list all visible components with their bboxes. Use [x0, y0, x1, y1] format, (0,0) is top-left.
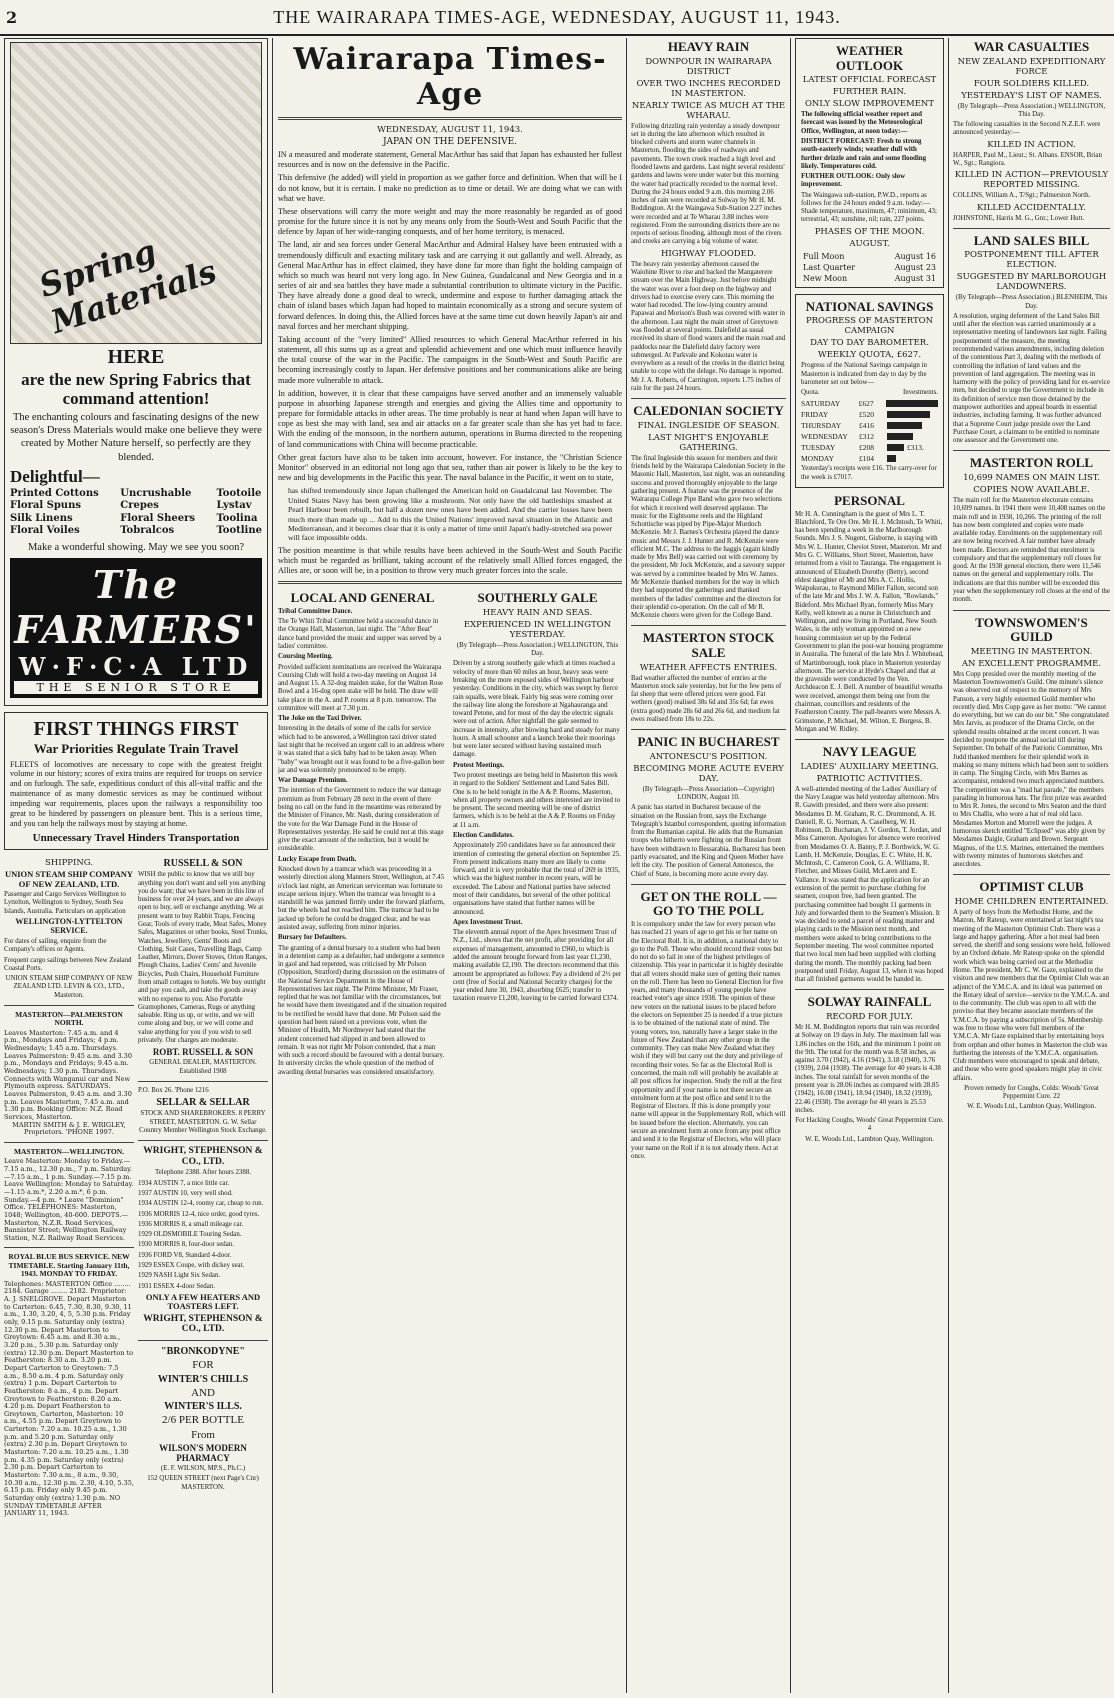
land-sales-sub: SUGGESTED BY MARLBOROUGH LANDOWNERS. [956, 272, 1107, 293]
panic-sub: ANTONESCU'S POSITION. [649, 751, 768, 762]
car-item: 1936 FORD V8, Standard 4-door. [138, 1251, 232, 1259]
heavy-rain-body: The heavy rain yesterday afternoon caused the Waiohine River to rise and backed the Mangaterere stream over the Main Highway. Just before midnight the water was over a foot deep on the highway and drivers had to exercise every care. This morning the water had receded. The low-lying country around Papawai and Morison's Bush was covered with water in the afternoon. Last night the main street of Greytown was flooded at several points. Dalefield as usual received its share of flood waters and the main road and paddocks near the Dalefield dairy factory were submerged. At Parkvale and Kokotau water is everywhere as a result of the creeks in the district being unable to cope with the deluge. No damage is reported. Mr J. A. Roberts, of Carrington, reports 1.75 inches of rain for the past 24 hours. [631, 260, 786, 392]
barometer-day-label: TUESDAY [801, 443, 836, 453]
car-item: 1929 ESSEX Coupe, with dickey seat. [138, 1261, 245, 1269]
weather-sub: FURTHER RAIN. [832, 87, 907, 98]
barometer-row [801, 454, 938, 463]
spring-materials-illustration [10, 42, 262, 344]
land-sales-body: A resolution, urging deferment of the Land Sales Bill until after the election was carried unanimously at a representative meeting of landowners last night. Failing postponement of the measure, the meeting recommended various amendments, including deletion of the contentious Part 3, dealing with the methods of controlling the inflation of land values and the prevention of land aggregation. The meeting was in harmony with the policy of providing land for ex-service men, but decided to urge the Government to include in its definition of service men those detained by the manpower authorities and appeal boards in essential industries, including farming. It was further advanced that a Supreme Court judge preside over the Land Purchase Court, a claimant to be entitled to nominate one assessor and the Government one. [953, 312, 1110, 445]
shipping-label: SHIPPING. [44, 858, 94, 869]
caledonian-heading: CALEDONIAN SOCIETY [633, 403, 784, 419]
column-rule [790, 38, 791, 1693]
stock-sale-sub: WEATHER AFFECTS ENTRIES. [639, 662, 778, 673]
barometer-row [801, 399, 938, 408]
stock-sale-heading: MASTERTON STOCK SALE [642, 630, 775, 660]
savings-heading: NATIONAL SAVINGS [805, 298, 934, 314]
townswomen-sub: MEETING IN MASTERTON. [970, 646, 1093, 657]
casualties-sub: FOUR SOLDIERS KILLED. [973, 78, 1090, 89]
navy-sub: PATRIOTIC ACTIVITIES. [816, 773, 923, 784]
news-column-3 [631, 38, 786, 1693]
savings-sub: WEEKLY QUOTA, £627. [817, 350, 922, 361]
russell-body: WISH the public to know that we still buy anything you don't want and sell you anything you do want; that we have been in this line of business for over 24 years, and we are always open to buy, sell or exchange anything. We at present want to buy Rabbit Traps, Fencing Gear, Tools of every trade, Meat Safes, Money Safes, Magazines or other books, Steel Trunks, Watches, Jewellery, Gents' Boots and Clothing, Suit Cases, Travelling Bags, Camp Leather, Mirrors, Dover Stoves, Orion Ranges, Plough Chains, Ladies' Cents' and Juvenile Bicycles, Push Chairs, Household Furniture from small cottages to hotels. We buy outright and pay you cash, and take the goods away with no expense to you. Also Portable Gramophones, Cameras, Rugs or anything saleable. Ring us up, or write, and we will come along and buy, or we will come and value anything for you if you wish to sell privately. Our charges are moderate. [138, 871, 268, 1044]
editorial-paragraph: These observations will carry the more weight and may the more reasonably be regarded as of good promise for the future since it is not by any means only from the South-West and South Pacific that the defence by Japan of her wide-ranging conquests, and of her home territory, is menaced. [278, 206, 622, 237]
barometer-value-label: £416 [859, 421, 874, 431]
wright-heading: WRIGHT, STEPHENSON & CO., LTD. [143, 1146, 263, 1167]
left-ad-column [4, 38, 268, 1693]
page-number: 2 [6, 8, 18, 27]
editorial-quote: has shifted tremendously since Japan challenged the American hold on Guadalcanal last November. The United States Navy has been growing like a mushroom. Not only have the old battleships smashed at Pearl Harbour been rebuilt, but half a dozen new ones have been added. And the carrier losses have been much more than made up ... Add to this the United Nations' improved naval situation in the Atlantic and Mediterranean, and it becomes clear that it is only a matter of time until Japan's badly-stretched sea power will face impossible odds. [288, 486, 612, 543]
coughs-ad-maker: W. E. Woods Ltd., Lambton Quay, Wellington. [805, 1135, 934, 1143]
masterton-roll-heading: MASTERTON ROLL [969, 455, 1094, 471]
barometer-row [801, 421, 938, 430]
wilson-address: 152 QUEEN STREET (next Page's Cnr) MASTERTON. [147, 1475, 259, 1491]
roll-heading: GET ON THE ROLL —GO TO THE POLL [640, 888, 777, 919]
farmers-tagline: THE SENIOR STORE [14, 681, 258, 694]
casualty-category: KILLED IN ACTION—PREVIOUSLY REPORTED MISSING. [954, 170, 1109, 191]
car-item: 1931 ESSEX 4-door Sedan. [138, 1282, 215, 1290]
fabric-item: Uncrushable [120, 487, 192, 499]
caledonian-sub: LAST NIGHT'S ENJOYABLE GATHERING. [648, 432, 769, 453]
fabric-item: Toolina [216, 512, 258, 524]
fabric-list [10, 488, 262, 538]
shipping-service: WELLINGTON-LYTTELTON SERVICE. [15, 917, 123, 935]
casualties-byline: (By Telegraph—Press Association.) WELLINGTON, This Day. [957, 102, 1106, 118]
panic-byline: (By Telegraph—Press Association—Copyright) LONDON, August 10. [642, 785, 775, 802]
fabric-item: Lystav [216, 500, 252, 512]
roll-body: It is compulsory under the law for every person who has reached 21 years of age to get his or her name on the Electoral Roll. It is, in addition, a national duty to go to the Poll. Those who should record their votes but do not do so fail in one of the highest privileges of citizenship. This year in particular it is highly desirable that all voters should make sure of getting their names on the roll. There has been no General Election for five years, and many thousands of young people have reached voter's age since 1938. The opinion of these new voters on the national issues to be placed before the electors on September 25 is needed if a true picture is to be obtained of the national state of mind. The young voters, too, naturally have a larger stake in the future of New Zealand than any other group in the community. They can make New Zealand what they wish if they will but carry out the duty and privilege of recording their votes. So far as the Electoral Roll is concerned, the main roll will probably be available at all post offices for inspection. Study the roll at the first opportunity and if your name is not there secure an enrolment form at the post office and send it to the Registrar of Electors. If this is done promptly your name will appear in the Supplementary Roll, which will be issued before the election. Alternately, you can secure an enrolment form at once from any post office and send it to the Registrar of Electors, who will place your name on the Roll if it is not already there. Act at once. [631, 920, 786, 1160]
bronkodyne-price: 2/6 PER BOTTLE [162, 1414, 244, 1427]
bronkodyne-for: FOR [192, 1359, 214, 1372]
panic-heading: PANIC IN BUCHAREST [637, 734, 780, 750]
car-item: 1937 AUSTIN 10, very well shod. [138, 1190, 233, 1198]
southerly-heading: SOUTHERLY GALE [477, 590, 598, 606]
heavy-rain-heading: HEAVY RAIN [667, 39, 750, 54]
stock-sale-body: Bad weather affected the number of entries at the Masterton stock sale yesterday, but for the few pens of fat sheep that were offered prices were good. Fat wethers (good) realised 38s 6d and 35s 6d; fat ewes (extra good) made 28s 6d and 26s 6d, and medium fat ewes realised from 18s to 22s. [631, 674, 782, 723]
moon-row: New Moon August 31 [803, 273, 936, 283]
farmers-logo [10, 558, 262, 698]
casualties-heading: WAR CASUALTIES [973, 39, 1090, 54]
fabric-item: Floral Sheers [120, 512, 195, 524]
page-header [0, 0, 1114, 36]
bronkodyne-and: AND [191, 1386, 215, 1399]
news-item-title: Election Candidates. [453, 832, 514, 840]
bronkodyne-from: From [191, 1428, 215, 1441]
sellar-heading: SELLAR & SELLAR [156, 1097, 250, 1109]
car-item: 1936 MORRIS 8, a small mileage car. [138, 1220, 244, 1228]
car-item: 1929 OLDSMOBILE Touring Sedan. [138, 1231, 242, 1239]
townswomen-body: Mrs Copp presided over the monthly meeting of the Masterton Townswomen's Guild. One minute's silence was observed out of respect to the memory of Mrs Panson, a very highly esteemed Guild member who recently died. Mrs Copp gave as her motto: "We cannot do everything, but we can do our bit." She congratulated Mrs Jarvis, as producer of the Drama Circle, on the splendid results obtained at the recent concert. It was decided to postpone the annual social till during September. On behalf of the Patriotic Committee, Mrs Judd thanked members for their splendid work in making so many mittens which had been sent to soldiers in camp. The Singing Circle, with Mrs Barnes as accompanist, rendered two much appreciated numbers. The competition was a "mad hat parade," the members parading in humorous hats. The first prize was awarded to Mrs R. Jones, the second to Mrs Seaton and the third to Mrs Challis, who wore a hat of real old lace. Mesdames Morton and Morrell were the judges. A humorous sketch entitled "Eclipsed" was ably given by Mesdames Daigle, Graham and Brown. Sergeant Magnus, of the U.S. Marines, entertained the members with twenty minutes of humorous sketches and anecdotes. [953, 670, 1109, 869]
panic-sub: BECOMING MORE ACUTE EVERY DAY. [633, 763, 784, 784]
editorial-date: WEDNESDAY, AUGUST 11, 1943. [377, 125, 523, 135]
shipping-text: Passenger and Cargo Services Wellington to Lyttelton, Wellington to Sydney, South Sea Islands, Australia. Particulars on application [4, 891, 126, 915]
savings-sub: DAY TO DAY BAROMETER. [810, 338, 929, 349]
fabric-item: Tobralcos [120, 525, 175, 537]
barometer-day-label: FRIDAY [801, 410, 829, 420]
ad-body: The enchanting colours and fascinating designs of the new season's Dress Materials would make one believe they were created by Mother Nature herself, so perfectly are they blended. [10, 412, 262, 463]
solway-sub: RECORD FOR JULY. [826, 1011, 913, 1022]
personal-body: Mr H. A. Cunningham is the guest of Mrs L. T. Blatchford, Te Ore Ore. Mr H. J. McIntosh, Te Whiti, has been spending a week in the Marlborough Sounds. Mrs J. S. Nugent, Gisborne, is staying with Mrs W. L. Hunter, Cheviot Street, Masterton. Mr and Mrs G. C. Williams, Short Street, Masterton, have returned from a visit to Tauranga. The engagement is announced of Elizabeth Dorothy (Betty), second eldest daughter of Mr and Mrs A. C. Hollis, Waipukurau, to Raymond Miller Fallon, second son of the late Mr and Mrs J. W. A. Fallon, "Rowlands," Bideford. Mrs Michael Ryan, formerly Miss Mary Kelly, well known as a nurse in Christchurch and Wellington, and now living in Portland, New South Wales, is the only woman appointed on a new housing commission set up by the Federal Government to plan the post-war housing programme in Australia. The funeral of the late Mrs J. Whitehead, of Martinborough, took place in Masterton yesterday afternoon. The service at Hyde's Chapel and that at the graveside were conducted by the Ven. Archdeacon E. J. Bell. A number of beautiful wreaths were received, amongst them being one from the chairman, councillors and residents of the Featherston County. The pall-bearers were Messrs A. Grimstone, P. Michael, M. Wilton, E. Burgess, B. Morgan and W. Ridley. [795, 510, 944, 733]
barometer-bar [887, 455, 896, 462]
barometer-day-label: MONDAY [801, 454, 835, 464]
barometer-value-label: £104 [859, 454, 874, 464]
spring-materials-art-text: Spring Materials [34, 231, 221, 342]
fabric-item: Floral Spuns [10, 500, 81, 512]
barometer-bar [887, 444, 904, 451]
news-columns [278, 589, 622, 1079]
barometer-value-label: £312 [859, 432, 874, 442]
land-sales-byline: (By Telegraph—Press Association.) BLENHEIM, This Day. [955, 294, 1108, 310]
fabric-item: Floral Voiles [10, 525, 80, 537]
news-column-5 [953, 38, 1110, 1693]
masterton-roll-body: The main roll for the Masterton electorate contains 10,699 names. In 1941 there were 10,408 names on the main roll and in 1938, 10,266. The printing of the roll has now been completed and copies were made available today. Enrolments on the supplementary roll are now being received. A fair number have already been made. Electors are reminded that enrolment is compulsory and that the supplementary roll closes for good. At the 1938 general election, there were 11,546 names on the general and supplementary rolls. The indications are that this number will be exceeded this year when the supplementary roll closes at the end of the month. [953, 496, 1110, 604]
weather-district: DISTRICT FORECAST: Fresh to strong south-easterly winds; weather dull with further drizzle and rain and some flooding likely. Temperatures cold. [801, 137, 927, 170]
railway-advertisement [4, 712, 268, 851]
sellar-body: STOCK AND SHAREBROKERS. 8 PERRY STREET, MASTERTON. G. W. Sellar Country Member Wellington Stock Exchange. [139, 1110, 267, 1134]
barometer-day-label: THURSDAY [801, 421, 842, 431]
local-item-body: Provided sufficient nominations are received the Wairarapa Coursing Club will hold a two-day meeting on August 14 and August 15. A 32-dog maiden stake, for the Walton Rose Bowl and a 16-dog open stake will be held. The draw will take place in the A. and P. rooms at 8 p.m. tomorrow. The committee will meet at 7.30 p.m. [278, 663, 444, 712]
southerly-sub: HEAVY RAIN AND SEAS. [482, 607, 593, 618]
car-item: 1929 NASH Light Six Sedan. [138, 1272, 221, 1280]
robt-russell-sub: GENERAL DEALER, MASTERTON. Established 1908 [149, 1059, 257, 1075]
panic-body: A panic has started in Bucharest because of the situation on the Russian front, says the Exchange Telegraph's Istanbul correspondent, quoting information from the Rumanian capital. He adds that the Rumanian troops who hitherto were fighting on the Russian front have been withdrawn to Bessarabia. Bucharest has been partly evacuated, and the King and Queen Mother have left the city. The position of General Antonescu, the Chief of State, is becoming more acute every day. [631, 804, 786, 878]
car-item: 1936 MORRIS 12-4, nice order, good tyres. [138, 1210, 260, 1218]
fabric-item: Crepes [120, 500, 159, 512]
barometer-row [801, 410, 938, 419]
casualties-sub: NEW ZEALAND EXPEDITIONARY FORCE [957, 56, 1106, 77]
savings-barometer [801, 399, 938, 463]
savings-footer: Yesterday's receipts were £16. The carry-over for the week is £7017. [801, 465, 937, 481]
news-column-4 [795, 38, 944, 1693]
coughs-ad: For Hacking Coughs, Woods' Great Peppermint Cure. 4 [795, 1117, 944, 1133]
masterton-roll-sub: 10,699 NAMES ON MAIN LIST. [963, 472, 1100, 483]
editorial-paragraph: Other great factors have also to be taken into account, however. For instance, the "Christian Science Monitor" observed in an editorial not long ago that sea, rather than air power is likely to be the key to new and big developments in the Pacific this year. The naval balance in the Pacific, it went on to state, [278, 452, 622, 483]
shipping-text: For dates of sailing, enquire from the Company's offices or Agents. [4, 937, 107, 954]
weather-outlook: FURTHER OUTLOOK: Only slow improvement. [801, 173, 906, 189]
paper-masthead: Wairarapa Times-Age [293, 42, 607, 112]
moon-row: Full Moon August 16 [803, 251, 936, 261]
barometer-bar [887, 422, 922, 429]
moon-month: AUGUST. [849, 238, 890, 249]
wright-heading: WRIGHT, STEPHENSON & CO., LTD. [143, 1313, 263, 1335]
local-item-body: Knocked down by a tramcar which was proceeding in a westerly direction along Manners Street, Wellington, at 7.45 o'clock last night, an American serviceman was fortunate to escape serious injury. When the tramcar was brought to a standstill he was jammed firmly under the forward platform, but the wheels had not reached him. The tramcar had to be jacked up before he could be dragged clear, and he was assisted away, suffering from minor injuries. [278, 865, 445, 931]
quota-label: Quota. [801, 389, 820, 397]
timetable-heading: MASTERTON—PALMERSTON NORTH. [15, 1009, 123, 1028]
barometer-total: £313. [907, 443, 924, 453]
fabric-item: Tootoile [216, 487, 262, 499]
heavy-rain-body: Following drizzling rain yesterday a steady downpour set in during the late afternoon which resulted in blocked culverts and storm water channels in Masterton, flooding the sides of roadways and pavements. The town creek reached a high level and flooded lawns and gardens. Last night several residents' gardens and lawns were under water but this morning the water had practically receded to the normal level. During the 24 hours ended 9 a.m. this morning 2.06 inches of rain were recorded at Solway by Mr H. M. Boddington. At the Waingawa Sub-Station 2.27 inches were recorded and at Te Wharau 3.88 inches were registered. From the surrounding districts there are no reports of serious flooding, although most of the rivers and creeks are carrying a big volume of water. [631, 122, 785, 246]
land-sales-heading: LAND SALES BILL [973, 232, 1090, 248]
fabric-item: Tootline [216, 525, 262, 537]
column-rule [272, 38, 273, 1693]
barometer-value-label: £627 [858, 399, 874, 409]
timetable-heading: ROYAL BLUE BUS SERVICE. NEW TIMETABLE. Starting January 11th, 1943. MONDAY TO FRIDAY. [8, 1252, 130, 1279]
local-item-title: The Joke on the Taxi Driver. [278, 715, 362, 723]
local-item-body: Interesting in the details of some of the calls for service which had to be answered, a Wellington taxi driver stated last night that he received an urgent call to an address where it was stated that a sick baby had to be taken away. When "baby" was brought out it was found to be a five-gallon beer jar and was solemnly pronounced to be empty. [278, 725, 445, 774]
bronkodyne-ills: WINTER'S ILLS. [164, 1401, 242, 1413]
heavy-rain-sub: OVER TWO INCHES RECORDED IN MASTERTON. [636, 78, 781, 99]
news-item-body: Two protest meetings are being held in Masterton this week in regard to the Soldiers' Settlement and Land Sales Bill. One is to be held tonight in the A & P. Rooms, Masterton, when all property owners and others interested are invited to be present. The second meeting will be one of district farmers, which is to be held at the A & P. Rooms on Friday at 11 a.m. [453, 772, 621, 829]
caledonian-sub: FINAL INGLESIDE OF SEASON. [637, 420, 780, 431]
heaters-notice: ONLY A FEW HEATERS AND TOASTERS LEFT. [145, 1291, 261, 1312]
local-item-title: Tribal Committee Dance. [278, 607, 353, 615]
national-savings-box [795, 294, 944, 488]
railway-body: FLEETS of locomotives are necessary to cope with the greatest freight volume in our history; scores of extra trains are required for troops on service and on furlough. The safe, expeditious conduct of this all-vital traffic and the maintenance of as many domestic services as may be continued without impeding war requirements, places upon the railways a responsibility too great to be hindered by passengers on pleasure bent. This is a serious time, and you can help the railways most by staying at home. [10, 759, 262, 828]
optimist-heading: OPTIMIST CLUB [979, 879, 1084, 895]
timetable-text: Telephones: MASTERTON Office ........ 2184. Garage ........ 2182. Proprietor: A. J. SNELGROVE. Depart Masterton to Carterton: 6.45, 7.30, 8.30, 9.30, 11 a.m., 1.30, 3.20, 4, 5, 5.30 p.m. Friday only, 9.15 p.m. Saturday only (extra) 12.30 p.m. Depart Masterton to Greytown: 6.45 a.m. and 8.30 a.m., 3.20 p.m., 5.30 p.m. Saturday only (extra) 12.30 p.m. Depart Masterton to Featherston: 8.30 a.m. 3.20 p.m. Depart Carterton to Greytown: 7.5 a.m., 8.50 a.m. 4 p.m. Saturday only (extra) 1 p.m. Depart Carterton to Featherston: 8 a.m., 4 p.m. Depart Greytown to Featherston: 8.20 a.m. 4.20 p.m. Depart Featherston to Greytown, Carterton, Masterton: 10 a.m., 4.55 p.m. Depart Greytown to Carterton: 7.20 a.m. 10.25 a.m., 1.30 p.m. and 5.20 p.m. Saturday only (extra) 2.30 p.m. Depart Greytown to Masterton: 7.20 a.m. 10.25 a.m., 1.30 p.m. 4.35 p.m. Saturday only (extra) 2.30 p.m. Depart Carterton to Masterton: 7.30 a.m., 8 a.m., 9.30, 10.30 a.m., 12.30 p.m. 2.30, 4.10, 5.35, 6.15 p.m. Friday only 9.45 p.m. Saturday only (extra) 1.30 p.m. NO SUNDAY TIMETABLE AFTER JANUARY 11, 1943. [4, 1279, 134, 1518]
ad-here: HERE [107, 346, 165, 368]
weather-sub: LATEST OFFICIAL FORECAST [802, 75, 937, 86]
barometer-bar [887, 433, 913, 440]
wilson-pharmacy: WILSON'S MODERN PHARMACY [159, 1442, 247, 1463]
car-item: 1934 AUSTIN 7, a nice little car. [138, 1179, 230, 1187]
sellar-address: P.O. Box 26. 'Phone 1216 [138, 1086, 209, 1094]
column-rule [948, 38, 949, 1693]
wright-phone: Telephone 2388. After hours 2388. [155, 1169, 251, 1177]
savings-sub: PROGRESS OF MASTERTON CAMPAIGN [805, 316, 934, 337]
barometer-row [801, 443, 938, 452]
barometer-value-label: £520 [859, 410, 874, 420]
editorial-column [278, 38, 622, 1693]
weather-intro: The following official weather report and forecast was issued by the Meteorological Office, Wellington, at noon today:— [801, 111, 923, 135]
weather-heading: WEATHER OUTLOOK [835, 43, 904, 73]
moon-heading: PHASES OF THE MOON. [814, 226, 925, 237]
barometer-day-label: WEDNESDAY [801, 432, 848, 442]
timetable-text: Leave Masterton: Monday to Friday.—7.15 a.m., 12.30 p.m., 7 p.m. Saturday.—7.15 a.m., 1 p.m. Sunday.—7.15 p.m. Leave Wellington: Monday to Saturday.—1.15 a.m.*, 2.20 a.m.*, 6 p.m. Sunday.—4 p.m. * Leave "Dominion" Office. TELEPHONES: Masterton, 1048; Wellington, 40-600. DEPOTS.—Masterton, N.Z.R. Road Services, Bannister Street; Wellington Railway Station, N.Z. Railway Road Services. [4, 1157, 134, 1242]
casualty-names: JOHNSTONE, Harris M. G., Gnr.; Lower Hutt. [953, 214, 1085, 222]
editorial-paragraph: The position meantime is that while results have been achieved in the South-West and South Pacific which must be regarded as brilliant, taking account of the relatively small Allied forces engaged, the Allies are, or soon will be, in a position to throw very much greater forces into the scale. [278, 545, 622, 576]
moon-table [801, 251, 938, 284]
heavy-rain-sub: NEARLY TWICE AS MUCH AT THE WHARAU. [631, 100, 786, 121]
ad-delightful: Delightful— [10, 466, 100, 486]
masterton-roll-sub: COPIES NOW AVAILABLE. [973, 484, 1090, 495]
highway-flooded: HIGHWAY FLOODED. [660, 248, 757, 259]
car-item: 1934 AUSTIN 12-4, roomy car, cheap to run. [138, 1200, 264, 1208]
personal-heading: PERSONAL [834, 492, 905, 508]
barometer-bar [887, 411, 930, 418]
bronkodyne-heading: "BRONKODYNE" [161, 1346, 245, 1358]
russell-heading: RUSSELL & SON [163, 858, 243, 870]
shipping-company: UNION STEAM SHIP COMPANY OF NEW ZEALAND, LTD. [4, 869, 134, 889]
solway-heading: SOLWAY RAINFALL [807, 994, 932, 1010]
timetable-text: Leaves Masterton: 7.45 a.m. and 4 p.m., Mondays and Fridays; 4 p.m. Wednesdays; 1.45 a.m. Thursdays. Leaves Palmerston: 9.45 a.m. and 3.30 p.m., Mondays and Fridays; 9.45 a.m. Wednesdays; 1.30 p.m. Thursdays. Connects with Wanganui car and New Plymouth express. SATURDAYS. Leaves Palmerston, 9.45 a.m. and 3.30 p.m. Leaves Masterton, 7.45 a.m. and 1.30 p.m. Booking Office: N.Z. Road Services, Masterton. [4, 1028, 132, 1121]
navy-body: A well-attended meeting of the Ladies' Auxiliary of the Navy League was held yesterday afternoon. Mrs R. Gawith presided, and there were also present: Mesdames D. M. Graham, R. C. Drummond, A. H. Daniell, R. G. Norman, A. Caselberg, W. H. Robinson, D. Buchanan, J. V. Gordon, T. Jordan, and Miss Cameron. Apologies for absence were received from Mesdames O. A. Banny, P. J. Borthwick, W. G. Lamb, H. McKenzie, Douglas, E. C. White, H. K. McIntosh, C. Cameron Cook, G. A. Williams, R. Fletcher, and Misses Guild, McLaren and E. Vallance. It was stated that the application for an extension of the permit to purchase clothing for seamen, coupon free, had been granted. The purchasing committee had bought 11 garments in July and forwarded them to the Seamen's Mission. It was decided to send a parcel of reading matter and playing cards to the Mission next month, and members were asked to bring contributions to the September meeting. The wool committee reported that two local men had been supplied with clothing during the month. The monthly packing had been postponed until Friday, August 13, when it was hoped that all finished garments would be handed in. [795, 785, 944, 984]
editorial-paragraph: Taking account of the "very limited" Allied resources to which General MacArthur referred in his statement, all this sums up as a great and splendid achievement and one which must influence heavily the total course of the war in the Pacific. The campaigns in the South-West and South Pacific are becoming increasingly costly to Japan. Her defensive positions and her communications alike are being made more vulnerable to attack. [278, 334, 622, 385]
local-item-body: The intention of the Government to reduce the war damage premium as from February 28 next in the event of there being no call on the fund in the meantime was reiterated by the Minister of Finance, Mr. Nash, during consideration of the vote for the War Damage Fund in the House of Representatives yesterday. He said he could not at this stage give the exact amount of the reduction, but it would be considerable. [278, 787, 444, 853]
barometer-value-label: £208 [859, 443, 874, 453]
local-and-general [278, 589, 447, 1079]
news-item-body: Approximately 250 candidates have so far announced their intention of contesting the general election on September 25. From present indications many more are likely to come forward, and it is very probable that the total of 269 in 1935, which was the highest number in recent years, will be exceeded. The Labour and National parties have selected most of their candidates, but several of the other political organisations have stated that further names will be announced. [453, 842, 621, 916]
townswomen-sub: AN EXCELLENT PROGRAMME. [961, 658, 1102, 669]
heavy-rain-sub: DOWNPOUR IN WAIRARAPA DISTRICT [645, 56, 772, 77]
investments-label: Investments. [902, 389, 938, 397]
optimist-maker: W. E. Woods Ltd., Lambton Quay, Wellington. [967, 1103, 1096, 1111]
solway-body: Mr H. M. Boddington reports that rain was recorded at Solway on 19 days in July. The maximum fall was 1.86 inches on the 16th, and the minimum 1 point on the 9th. The total for the month was 8.58 inches, as against 3.70 (1942), 4.16 (1941), 3.18 (1940), 3.76 (1939), 2.04 (1938). The average for 40 years is 4.38 inches. The total rainfall for seven months of the present year is 28.06 inches as compared with 28.85 (1942), 16.08 (1941), 18.94 (1940), 18.32 (1939), 22.46 (1938). The average for 40 years is 25.53 inches. [795, 1023, 941, 1114]
car-item: 1930 MORRIS 8, four-door sedan. [138, 1241, 234, 1249]
optimist-footer: Proven remedy for Coughs, Colds: Woods' Great Peppermint Cure. 22 [964, 1084, 1099, 1101]
railway-heading: FIRST THINGS FIRST [33, 717, 239, 740]
timetable-proprietors: MARTIN SMITH & J. E. WRIGLEY, Proprietors. 'PHONE 1997. [12, 1120, 126, 1137]
caledonian-body: The final Ingleside this season for members and their friends held by the Wairarapa Caledonian Society in the Masonic Hall, Masterton, last night, was an outstanding success and proved thoroughly enjoyable to the large gathering present. A feature was the presence of the Wairarapa College Pipe Band who gave two selections for which it received well deserved applause. The music for the Eightsome reels and the Highland Schottische was piped by Pipe-Major Murdoch McKenzie. Mr J. Barnes's Orchestra played the dance music and Messrs J. J. Hunter and R. McKenzie were efficient M.C. The address to the haggis (again kindly made by Mrs Bell) was carried out with ceremony by the president, Mr Jock McKenzie, and a savoury supper was served by a committee headed by Mrs W. James. Mr McKenzie thanked members for the way in which they had supported the gatherings and thanked members of the ladies' committee and the directors for their splendid co-operation. On the call of Mr R. McKenzie cheers were given for the College Band. [631, 454, 785, 620]
editorial-paragraph: IN a measured and moderate statement, General MacArthur has said that Japan has exhausted her fullest resources and is now on the defensive in the Pacific. [278, 150, 622, 170]
ad-headline: are the new Spring Fabrics that command attention! [21, 370, 251, 409]
local-item-body: The Te Whiti Tribal Committee held a successful dance in the Orange Hall, Masterton, last night. The "After Beat" dance band provided the music and supper was served by a ladies' committee. [278, 618, 442, 650]
casualties-sub: YESTERDAY'S LIST OF NAMES. [961, 90, 1102, 101]
weather-box [795, 38, 944, 288]
southerly-byline: (By Telegraph—Press Association.) WELLINGTON, This Day. [456, 641, 619, 658]
casualty-category: KILLED ACCIDENTALLY. [977, 202, 1086, 213]
fabric-item: Silk Linens [10, 512, 73, 524]
editorial-paragraph: The land, air and sea forces under General MacArthur and Admiral Halsey have been entrusted with a tremendously difficult and exacting military task and are carrying it out gallantly and well. Already, as General MacArthur has in effect claimed, they have done far more than fight the holding campaign of which so much was heard not very long ago. In New Guinea, Guadalcanal and New Georgia and in a series of air and sea battles they have made a substantial contribution to ultimate victory in the Pacific. They have already done a good deal to wreck, undermine and expose to further damaging attack the chain of island bases which Japan had hoped to maintain economically as a strong and secure system of forward defences. In doing this, the Allied forces have at the same time cut down heavily Japan's air and naval forces and her merchant shipping. [278, 240, 622, 331]
column-rule [626, 38, 627, 1693]
land-sales-sub: POSTPONEMENT TILL AFTER ELECTION. [964, 250, 1099, 271]
casualty-names: COLLINS, William A., T/Sgt.; Palmerston North. [953, 192, 1091, 200]
southerly-body: Driven by a strong southerly gale which at times reached a velocity of more than 60 miles an hour, heavy seas were breaking on the more exposed sides of Wellington harbour yesterday. Conditions in the city, which was swept by fierce rain squalls, were bleak. Fairly big seas were coming over the railway line along the foreshore at Ngahauranga and toward Petone, and for most of the day the electric signals were out of action. After nightfall the gale seemed to increase in intensity, after blowing hard and steady for many hours. A small schooner and a launch broke their moorings but were later secured without having sustained much damage. [453, 660, 620, 759]
timetable-heading: MASTERTON—WELLINGTON. [13, 1146, 125, 1156]
navy-heading: NAVY LEAGUE [822, 744, 917, 760]
casualty-names: HARPER, Paul M., Lieut.; St. Albans. ENSOR, Brian W., Sgt.; Rangiora. [953, 151, 1102, 167]
savings-body: Progress of the National Savings campaign in Masterton is indicated from day to day by the barometer set out below— [801, 362, 927, 386]
weather-sub: ONLY SLOW IMPROVEMENT [804, 99, 935, 110]
news-item-title: Protest Meetings. [453, 761, 505, 769]
savings-columns [801, 389, 938, 397]
bronkodyne-chills: WINTER'S CHILLS [157, 1373, 249, 1385]
newspaper-title: THE WAIRARAPA TIMES-AGE, WEDNESDAY, AUGUST 11, 1943. [273, 6, 841, 27]
optimist-body: A party of boys from the Methodist Home, and the Matron, Mr Rateup, were entertained at last night's tea meeting of the Masterton Optimist Club. There was a large and happy gathering. After a hot meal had been served, the sheriff and song sessions were held, followed by an Oxford debate. Mr Rateup spoke on the splendid work which was being carried out at the Methodist Home. The president, Mr C. W. Gaze, explained to the visitors and new members that the Optimist Club was an adjunct of the Y.M.C.A. and its ideal was patterned on the Rotary ideal of service—service to the Y.M.C.A. and to the community. The club was open to all with the proviso that they became associate members of the Y.M.C.A. by paying a subscription of 5s. Membership was free to those who were full members of the Y.M.C.A. Mr Gaze explained that by entertaining boys from orphan and other homes in Masterton the club was furthering the interests of the Y.M.C.A. organisation. Club members were encouraged to speak and debate, and those who were good speakers might play in civic affairs. [953, 909, 1110, 1082]
weather-substation: The Waingawa sub-station, P.W.D., reports as follows for the 24 hours ended 9 a.m. today:—Shade temperature, maximum, 47; minimum, 43; terrestrial, 43; sunshine, nil; rain, 227 points. [801, 191, 937, 224]
ad-cta: Make a wonderful showing. May we see you soon? [27, 541, 245, 553]
local-item-title: War Damage Premium. [278, 777, 348, 785]
fabric-advertisement [4, 38, 268, 706]
southerly-gale [453, 589, 622, 1079]
robt-russell: ROBT. RUSSELL & SON [152, 1047, 254, 1058]
casualties-body: The following casualties in the Second N.Z.E.F. were announced yesterday:— [953, 121, 1101, 137]
editorial-paragraph: This defensive (he added) will yield in proportion as we gather force and definition. When that will be I do not know, but it is certain. I make no prediction as to time or detail. We are doing what we can with what we have. [278, 173, 622, 203]
moon-row: Last Quarter August 23 [803, 262, 936, 272]
classifieds-row [4, 856, 268, 1518]
news-item-body: The eleventh annual report of the Apex Investment Trust of N.Z., Ltd., shows that the net profit, after providing for all expenses of management, amounted to £960, to which is added the amount brought forward from last year £1,230, making available £2,190. The directors recommend that this amount be appropriated as follows: Pay a dividend of 2½ per cent (free of Social and National Security charges) for the year ended June 30, 1943, absorbing £625; transfer to taxation reserve £1,200, leaving to be carried forward £374. [453, 929, 622, 1003]
barometer-day-label: SATURDAY [801, 399, 841, 409]
townswomen-heading: TOWNSWOMEN'S GUILD [975, 614, 1088, 645]
dealers-column [138, 856, 268, 1518]
navy-sub: LADIES' AUXILIARY MEETING. [800, 761, 939, 772]
local-item-title: Bursary for Defaulters. [278, 934, 347, 942]
optimist-sub: HOME CHILDREN ENTERTAINED. [954, 897, 1109, 907]
news-item-title: Apex Investment Trust. [453, 918, 523, 926]
railway-subheading: War Priorities Regulate Train Travel [33, 740, 239, 756]
barometer-bar [886, 400, 938, 407]
shipping-agent: UNION STEAM SHIP COMPANY OF NEW ZEALAND LTD. LEVIN & CO., LTD., Masterton. [5, 975, 133, 999]
shipping-column [4, 856, 134, 1518]
farmers-wfca: W·F·C·A LTD [18, 651, 254, 681]
editorial-paragraph: In addition, however, it is clear that these campaigns have served another and an immensely valuable purpose in absorbing Japanese strength and energies and giving the Allies time and opportunity to prepare for formidable attacks in other areas. The time probably is near at hand when Japan will have to cope as best she may with land, sea and air attacks on a far greater scale than she has yet had to face. With the ending of the monsoon, in the northern autumn, operations in Burma directed to the reopening of land communications with China will become practicable. [278, 388, 622, 449]
barometer-row [801, 432, 938, 441]
wilson-owner: (E. F. WILSON, MP.S., Ph.C.) [160, 1465, 246, 1473]
fabric-item: Printed Cottons [10, 487, 99, 499]
local-heading: LOCAL AND GENERAL [290, 590, 435, 606]
local-item-title: Coursing Meeting. [278, 653, 333, 661]
farmers-brand: The FARMERS' [14, 561, 258, 652]
southerly-sub: EXPERIENCED IN WELLINGTON YESTERDAY. [463, 619, 612, 640]
shipping-text: Frequent cargo sailings between New Zealand Coastal Ports. [4, 956, 132, 972]
editorial-title: JAPAN ON THE DEFENSIVE. [382, 137, 518, 147]
casualty-category: KILLED IN ACTION. [987, 139, 1076, 150]
railway-tagline: Unnecessary Travel Hinders Transportation [32, 831, 240, 844]
local-item-title: Lucky Escape from Death. [278, 855, 357, 863]
local-item-body: The granting of a dental bursary to a student who had been in a detention camp as a defaulter, had undergone a sentence in gaol and had repented, was criticised by Mr Polson (Opposition, Stratford) during discussion on the estimates of the National Service Department in the House of Representatives last night. The Prime Minister, Mr Fraser, replied that he was not familiar with the circumstances, but he would have them investigated and if the situation required to be rectified he would have that done. Mr Polson said the question had been raised on a previous vote, when the Minister of Health, Mr Nordmeyer had stated that the student concerned had slipped in and been allowed to remain. It was not right Mr Polson contended, that a man with such a record should be favoured with a dental bursary. In university circles the whole question of the method of awarding dental bursaries was considered unsatisfactory. [278, 944, 447, 1076]
